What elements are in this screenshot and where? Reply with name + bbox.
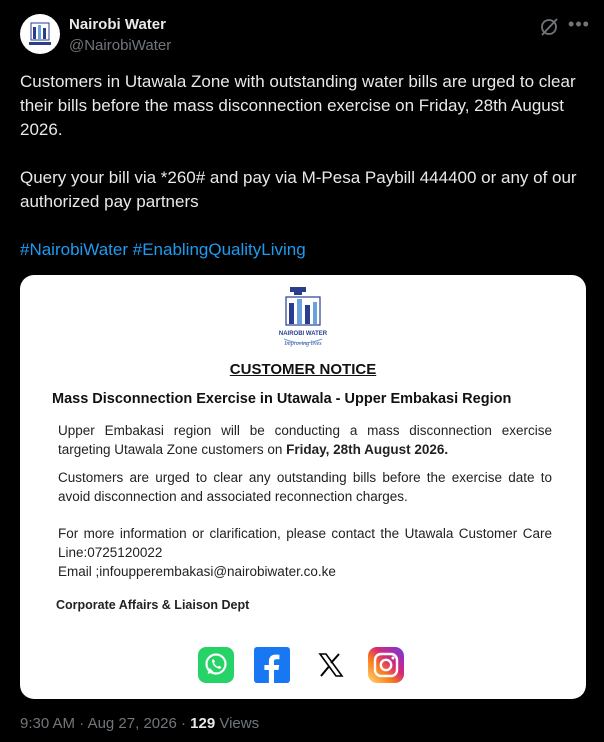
notice-department: Corporate Affairs & Liaison Dept [56,598,250,612]
tweet-hashtags[interactable]: #NairobiWater #EnablingQualityLiving [20,240,306,259]
instagram-icon [368,647,404,683]
tweet-date[interactable]: Aug 27, 2026 [87,715,177,732]
views-count: 129 [190,715,216,732]
logo-name: NAIROBI WATER [278,331,328,337]
more-options-icon[interactable]: ••• [568,14,590,34]
notice-contact-email: Email ;infoupperembakasi@nairobiwater.co.ke [58,564,336,579]
notice-contact-phone: For more information or clarification, please contact the Utawala Customer Care Line:0725120022 [58,526,552,560]
account-name[interactable]: Nairobi Water [69,16,166,33]
tweet-meta [20,715,259,732]
notice-contact [58,524,552,581]
notice-paragraph-1-text: Upper Embakasi region will be conducting a mass disconnection exercise targeting Utawala Zone customers on [58,423,552,457]
notice-date: Friday, 28th August 2026. [286,442,449,457]
nairobi-water-logo-icon [268,283,338,355]
notice-paragraph-2: Customers are urged to clear any outstanding bills before the exercise date to avoid disconnection and associated reconnection charges. [58,470,552,504]
notice-title: CUSTOMER NOTICE [229,361,377,378]
facebook-icon [254,647,290,683]
avatar[interactable] [20,14,60,54]
account-handle[interactable]: @NairobiWater [69,37,172,54]
notice-subheading: Mass Disconnection Exercise in Utawala - Upper Embakasi Region [52,391,512,407]
tweet-time[interactable]: 9:30 AM [20,715,76,732]
meta-separator: · [176,715,191,732]
whatsapp-icon [198,647,234,683]
meta-separator: · [75,715,88,732]
nairobi-water-logo-icon [20,14,60,54]
logo-tagline: Improving lives [284,341,322,347]
x-icon [312,647,348,683]
grok-icon[interactable] [538,16,560,38]
notice-paragraph-1 [58,421,552,459]
tweet-line-1: Customers in Utawala Zone with outstanding water bills are urged to clear their bills before the mass disconnection exercise on Friday, 28th August 2026. [20,72,576,139]
notice-image[interactable] [20,275,586,699]
tweet-line-2: Query your bill via *260# and pay via M-Pesa Paybill 444400 or any of our authorized pay partners [20,168,577,211]
views-label: Views [215,715,260,732]
tweet-text [20,70,586,262]
